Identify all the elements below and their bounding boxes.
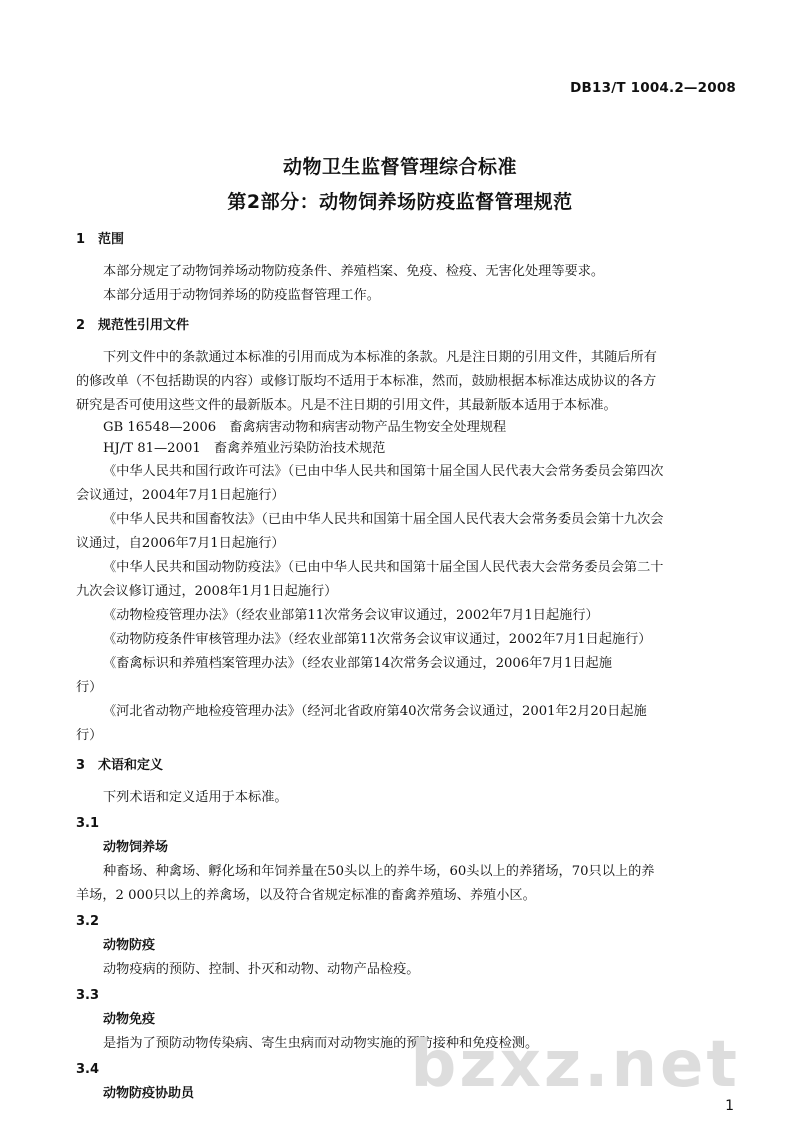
term-definition: 动物疫病的预防、控制、扑灭和动物、动物产品检疫。 [103, 962, 420, 977]
paragraph: 本部分适用于动物饲养场的防疫监督管理工作。 [103, 288, 380, 303]
document-title: 动物卫生监督管理综合标准 [282, 156, 517, 178]
term-name: 动物防疫协助员 [103, 1086, 195, 1101]
law-reference-continued: 议通过，自2006年7月1日起施行） [76, 536, 285, 551]
law-reference: 《中华人民共和国行政许可法》（已由中华人民共和国第十届全国人民代表大会常务委员会第四次 [103, 464, 664, 479]
law-reference-continued: 行） [76, 680, 103, 695]
paragraph: 下列术语和定义适用于本标准。 [103, 790, 288, 805]
standard-code: DB13/T 1004.2—2008 [570, 80, 736, 96]
section-title: 范围 [98, 232, 125, 247]
law-reference: 《中华人民共和国畜牧法》（已由中华人民共和国第十届全国人民代表大会常务委员会第十九次会 [103, 512, 664, 527]
paragraph-line: 研究是否可使用这些文件的最新版本。凡是不注日期的引用文件，其最新版本适用于本标准。 [76, 398, 617, 413]
watermark: bzxz.net [410, 1028, 740, 1102]
section-number: 2 [76, 318, 86, 333]
reference-item: HJ/T 81—2001 畜禽养殖业污染防治技术规范 [103, 441, 386, 456]
term-definition: 种畜场、种禽场、孵化场和年饲养量在50头以上的养牛场，60头以上的养猪场，70只以上的养 [103, 864, 655, 879]
law-reference-continued: 会议通过，2004年7月1日起施行） [76, 488, 285, 503]
law-reference: 《河北省动物产地检疫管理办法》（经河北省政府第40次常务会议通过，2001年2月20日起施 [103, 704, 647, 719]
term-number: 3.4 [76, 1062, 100, 1077]
term-name: 动物防疫 [103, 938, 156, 953]
law-reference: 《动物检疫管理办法》（经农业部第11次常务会议审议通过，2002年7月1日起施行） [103, 608, 599, 623]
term-number: 3.3 [76, 988, 100, 1003]
section-title: 规范性引用文件 [98, 318, 190, 333]
term-definition: 羊场，2 000只以上的养禽场，以及符合省规定标准的畜禽养殖场、养殖小区。 [76, 888, 536, 903]
term-name: 动物饲养场 [103, 840, 169, 855]
reference-item: GB 16548—2006 畜禽病害动物和病害动物产品生物安全处理规程 [103, 420, 507, 435]
paragraph-line: 下列文件中的条款通过本标准的引用而成为本标准的条款。凡是注日期的引用文件，其随后所有 [103, 350, 657, 365]
section-heading-terms [76, 756, 738, 776]
section-heading-scope [76, 230, 738, 250]
law-reference: 《中华人民共和国动物防疫法》（已由中华人民共和国第十届全国人民代表大会常务委员会第二十 [103, 560, 664, 575]
section-number: 3 [76, 758, 86, 773]
term-name: 动物免疫 [103, 1012, 156, 1027]
paragraph-line: 的修改单（不包括勘误的内容）或修订版均不适用于本标准，然而，鼓励根据本标准达成协议的各方 [76, 374, 657, 389]
law-reference-continued: 行） [76, 728, 103, 743]
document-subtitle: 第2部分：动物饲养场防疫监督管理规范 [227, 191, 573, 213]
paragraph: 本部分规定了动物饲养场动物防疫条件、养殖档案、免疫、检疫、无害化处理等要求。 [103, 264, 605, 279]
law-reference: 《动物防疫条件审核管理办法》（经农业部第11次常务会议审议通过，2002年7月1日起施行） [103, 632, 652, 647]
term-number: 3.2 [76, 914, 100, 929]
term-number: 3.1 [76, 816, 100, 831]
law-reference: 《畜禽标识和养殖档案管理办法》（经农业部第14次常务会议通过，2006年7月1日起施 [103, 656, 612, 671]
page-number: 1 [725, 1098, 734, 1114]
term-definition: 是指为了预防动物传染病、寄生虫病而对动物实施的预防接种和免疫检测。 [103, 1036, 539, 1051]
section-heading-references [76, 316, 738, 336]
section-title: 术语和定义 [98, 758, 164, 773]
law-reference-continued: 九次会议修订通过，2008年1月1日起施行） [76, 584, 338, 599]
section-number: 1 [76, 232, 86, 247]
